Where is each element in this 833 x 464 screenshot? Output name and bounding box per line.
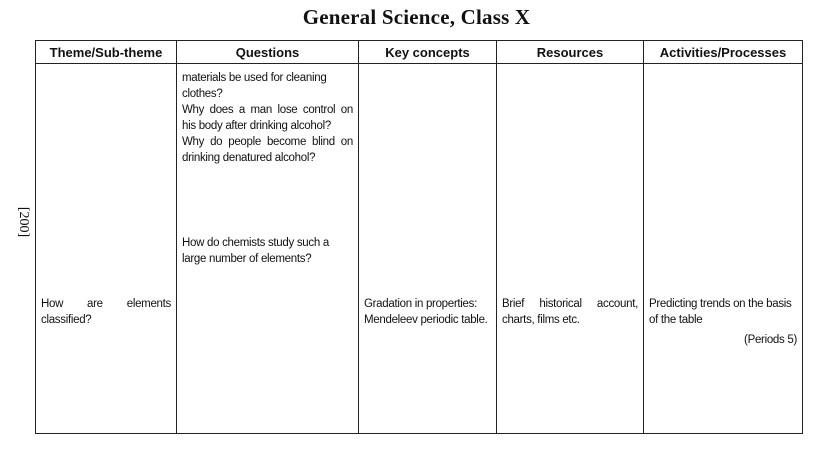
question-item: Why do people become blind on drinking denatured alcohol?	[182, 136, 353, 164]
column-header-activities: Activities/Processes	[644, 41, 803, 64]
cell-key-concepts	[359, 64, 497, 434]
column-header-questions: Questions	[177, 41, 359, 64]
resources-text: Brief historical account, charts, films etc.	[502, 298, 638, 326]
page-title: General Science, Class X	[302, 5, 531, 29]
question-item: materials be used for cleaning clothes?	[182, 72, 327, 100]
question-main: How do chemists study such a large number of elements?	[182, 237, 329, 265]
theme-text: How are elements classified?	[41, 298, 171, 326]
questions-continued	[182, 70, 353, 166]
cell-theme	[36, 64, 177, 434]
periods-note: (Periods 5)	[744, 334, 797, 346]
table-row	[36, 64, 803, 434]
question-item: Why does a man lose control on his body after drinking alcohol?	[182, 104, 353, 132]
cell-questions	[177, 64, 359, 434]
column-header-resources: Resources	[497, 41, 644, 64]
table-header-row	[36, 41, 803, 64]
cell-activities	[644, 64, 803, 434]
key-concepts-text: Gradation in properties: Mendeleev periodic table.	[364, 298, 488, 326]
activities-text: Predicting trends on the basis of the table	[649, 298, 792, 326]
column-header-theme: Theme/Sub-theme	[36, 41, 177, 64]
page-number	[8, 202, 38, 242]
syllabus-table	[35, 40, 803, 434]
cell-resources	[497, 64, 644, 434]
page-number-text: [200]	[16, 206, 31, 238]
column-header-key-concepts: Key concepts	[359, 41, 497, 64]
